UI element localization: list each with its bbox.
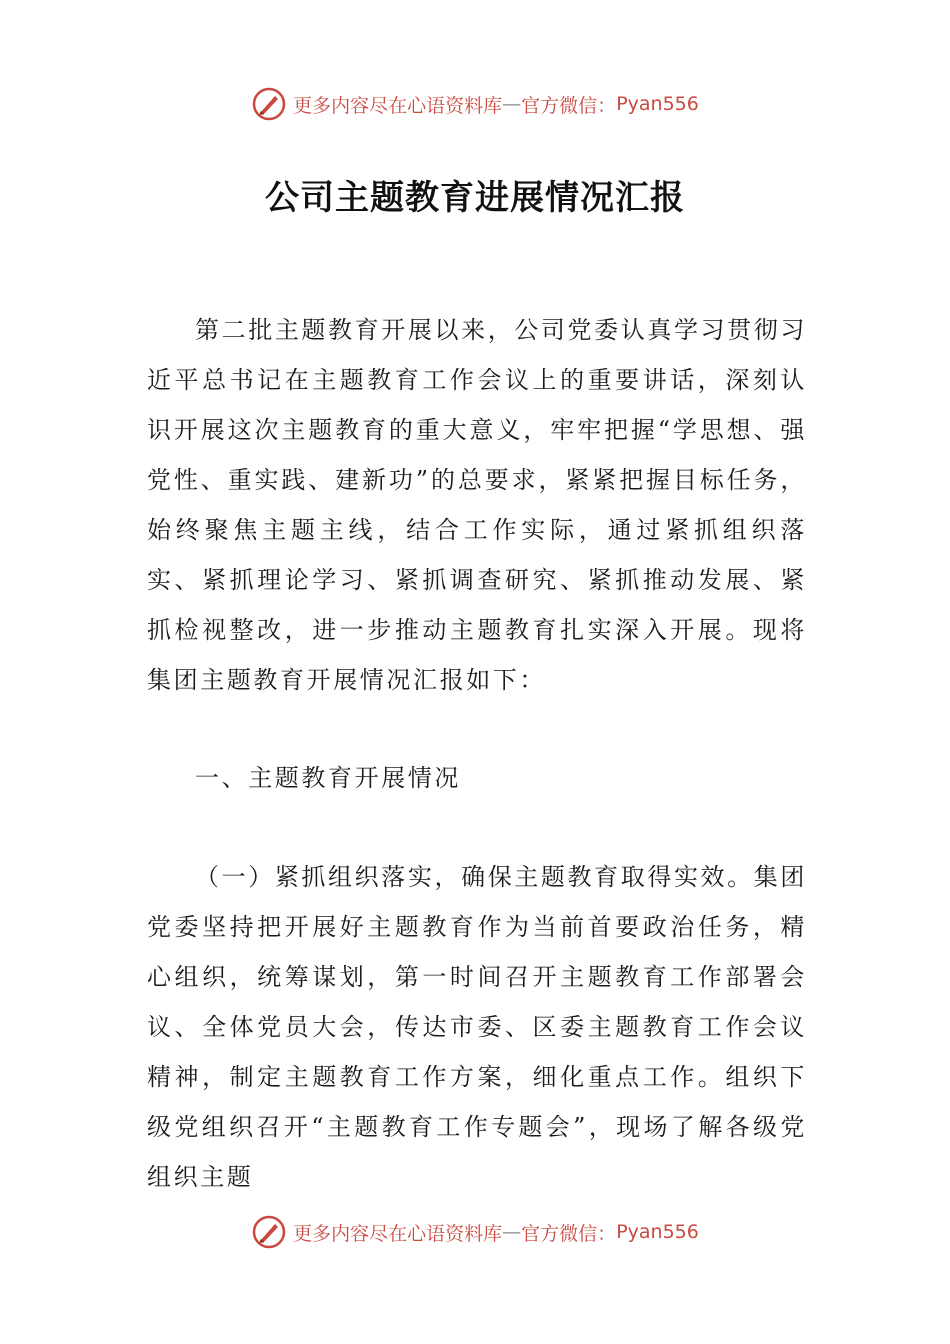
footer-watermark [0, 1212, 950, 1252]
watermark-label: 官方微信： [521, 1222, 617, 1245]
header-watermark [0, 84, 950, 124]
watermark-wechat-id: Pyan556 [616, 1221, 699, 1243]
watermark-separator: — [502, 93, 522, 115]
section-heading-1 [147, 753, 807, 803]
watermark-separator: — [502, 1221, 522, 1243]
pen-logo-icon [251, 86, 287, 122]
paragraph-intro [147, 305, 807, 705]
watermark-main-text: 更多内容尽在心语资料库 [293, 94, 503, 117]
watermark-label: 官方微信： [521, 94, 617, 117]
section-heading-1-text: 一、主题教育开展情况 [195, 764, 461, 792]
paragraph-section-1-1-text: （一）紧抓组织落实，确保主题教育取得实效。集团党委坚持把开展好主题教育作为当前首要政治任务，精心组织，统筹谋划，第一时间召开主题教育工作部署会议、全体党员大会，传达市委、区委主题教育工作会议精神，制定主题教育工作方案，细化重点工作。组织下级党组织召开“主题教育工作专题会”，现场了解各级党组织主题 [147, 863, 807, 1191]
document-title: 公司主题教育进展情况汇报 [265, 178, 685, 218]
pen-logo-icon [251, 1214, 287, 1250]
paragraph-intro-text: 第二批主题教育开展以来，公司党委认真学习贯彻习近平总书记在主题教育工作会议上的重要讲话，深刻认识开展这次主题教育的重大意义，牢牢把握“学思想、强党性、重实践、建新功”的总要求，紧紧把握目标任务，始终聚焦主题主线，结合工作实际，通过紧抓组织落实、紧抓理论学习、紧抓调查研究、紧抓推动发展、紧抓检视整改，进一步推动主题教育扎实深入开展。现将集团主题教育开展情况汇报如下： [147, 316, 807, 694]
paragraph-section-1-1 [147, 852, 807, 1202]
watermark-wechat-id: Pyan556 [616, 93, 699, 115]
watermark-main-text: 更多内容尽在心语资料库 [293, 1222, 503, 1245]
